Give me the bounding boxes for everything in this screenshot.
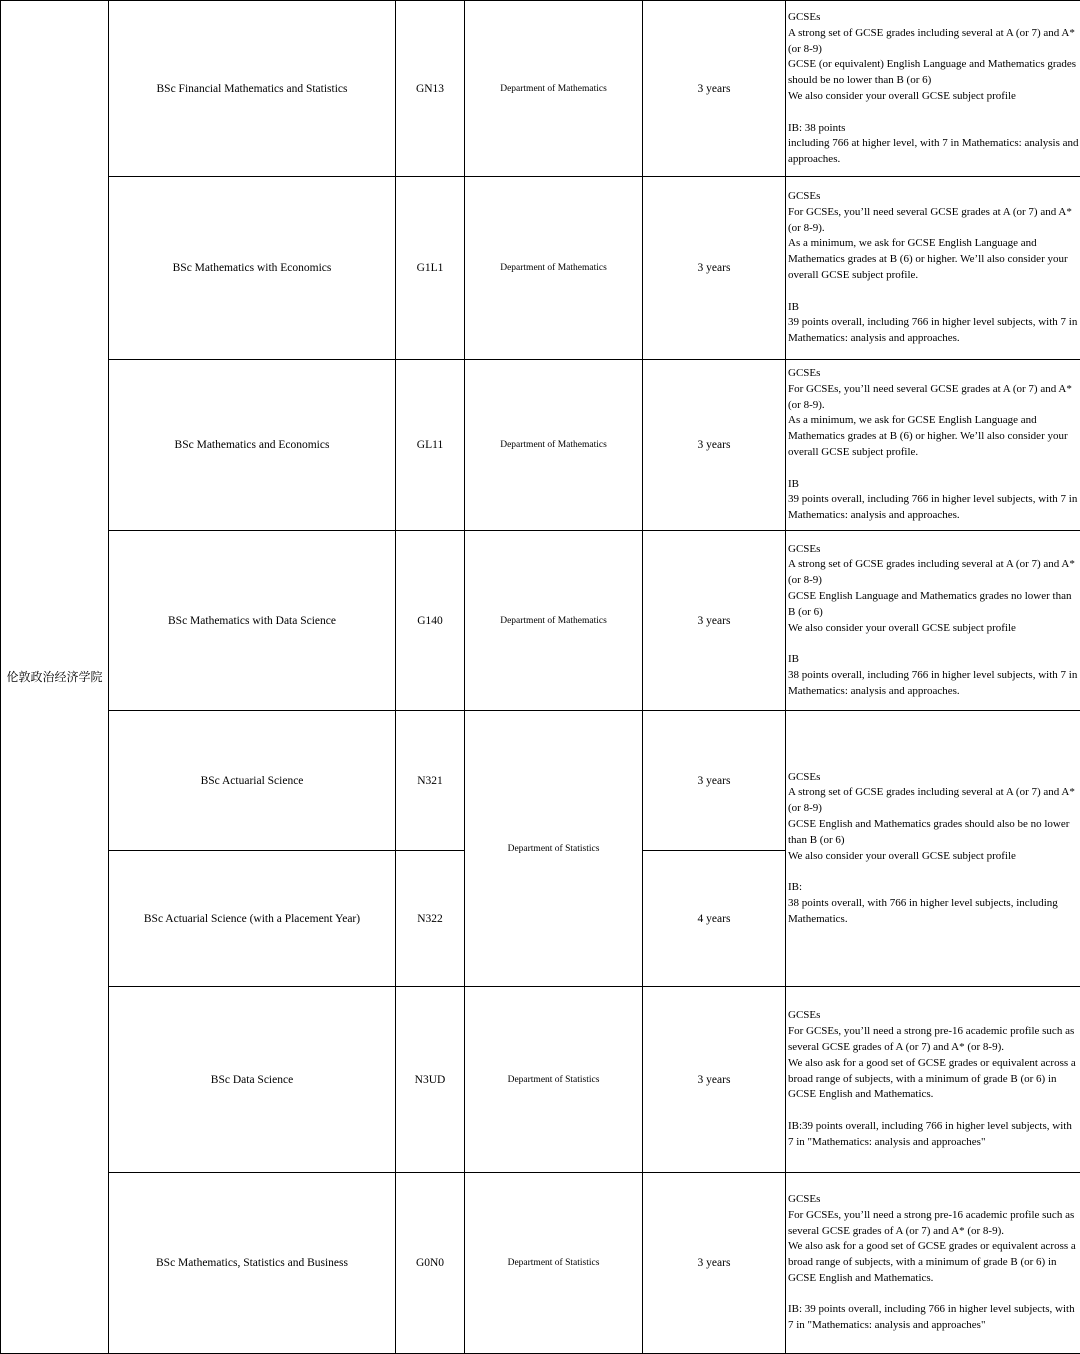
program-code: GN13 xyxy=(396,1,465,177)
table-row xyxy=(1,360,1080,531)
program-code: N3UD xyxy=(396,987,465,1173)
entry-requirements: GCSEs A strong set of GCSE grades including several at A (or 7) and A* (or 8-9) GCSE English Language and Mathematics grades no lower than B (or 6) We also consider your overall GCSE subject profile IB 38 points overall, including 766 in higher level subjects, with 7 in Mathematics: analysis and approaches. xyxy=(786,531,1080,711)
entry-requirements: GCSEs A strong set of GCSE grades including several at A (or 7) and A* (or 8-9) GCSE English and Mathematics grades should also be no lower than B (or 6) We also consider your overall GCSE subject profile IB: 38 points overall, with 766 in higher level subjects, including Mathematics. xyxy=(786,711,1080,987)
entry-requirements: GCSEs A strong set of GCSE grades including several at A (or 7) and A* (or 8-9) GCSE (or equivalent) English Language and Mathematics grades should be no lower than B (or 6) We also consider your overall GCSE subject profile IB: 38 points including 766 at higher level, with 7 in Mathematics: analysis and approaches. xyxy=(786,1,1080,177)
duration: 3 years xyxy=(643,987,786,1173)
program-name: BSc Actuarial Science xyxy=(109,711,396,851)
entry-requirements: GCSEs For GCSEs, you’ll need several GCSE grades at A (or 7) and A* (or 8-9). As a minimum, we ask for GCSE English Language and Mathematics grades at B (6) or higher. We’ll also consider your overall GCSE subject profile. IB 39 points overall, including 766 in higher level subjects, with 7 in Mathematics: analysis and approaches. xyxy=(786,177,1080,360)
program-name: BSc Financial Mathematics and Statistics xyxy=(109,1,396,177)
table-row xyxy=(1,711,1080,851)
department: Department of Mathematics xyxy=(465,531,643,711)
department: Department of Statistics xyxy=(465,1173,643,1354)
department: Department of Statistics xyxy=(465,987,643,1173)
table-row xyxy=(1,177,1080,360)
program-name: BSc Mathematics and Economics xyxy=(109,360,396,531)
duration: 3 years xyxy=(643,711,786,851)
school-name: 伦敦政治经济学院 xyxy=(1,1,109,1354)
table-row xyxy=(1,1,1080,177)
program-name: BSc Mathematics with Data Science xyxy=(109,531,396,711)
table-row xyxy=(1,531,1080,711)
program-code: N322 xyxy=(396,851,465,987)
program-code: G140 xyxy=(396,531,465,711)
entry-requirements: GCSEs For GCSEs, you’ll need a strong pre-16 academic profile such as several GCSE grades of A (or 7) and A* (or 8-9). We also ask for a good set of GCSE grades or equivalent across a broad range of subjects, with a minimum of grade B (or 6) in GCSE English and Mathematics. IB: 39 points overall, including 766 in higher level subjects, with 7 in "Mathematics: analysis and approaches" xyxy=(786,1173,1080,1354)
program-name: BSc Mathematics with Economics xyxy=(109,177,396,360)
program-code: G0N0 xyxy=(396,1173,465,1354)
program-code: N321 xyxy=(396,711,465,851)
table-row xyxy=(1,987,1080,1173)
duration: 3 years xyxy=(643,1173,786,1354)
department: Department of Mathematics xyxy=(465,177,643,360)
duration: 3 years xyxy=(643,360,786,531)
program-code: GL11 xyxy=(396,360,465,531)
duration: 3 years xyxy=(643,1,786,177)
duration: 3 years xyxy=(643,531,786,711)
department: Department of Statistics xyxy=(465,711,643,987)
duration: 3 years xyxy=(643,177,786,360)
program-name: BSc Data Science xyxy=(109,987,396,1173)
table-row xyxy=(1,1173,1080,1354)
department: Department of Mathematics xyxy=(465,1,643,177)
program-code: G1L1 xyxy=(396,177,465,360)
program-name: BSc Actuarial Science (with a Placement Year) xyxy=(109,851,396,987)
entry-requirements: GCSEs For GCSEs, you’ll need several GCSE grades at A (or 7) and A* (or 8-9). As a minimum, we ask for GCSE English Language and Mathematics grades at B (6) or higher. We’ll also consider your overall GCSE subject profile. IB 39 points overall, including 766 in higher level subjects, with 7 in Mathematics: analysis and approaches. xyxy=(786,360,1080,531)
department: Department of Mathematics xyxy=(465,360,643,531)
duration: 4 years xyxy=(643,851,786,987)
program-name: BSc Mathematics, Statistics and Business xyxy=(109,1173,396,1354)
entry-requirements: GCSEs For GCSEs, you’ll need a strong pre-16 academic profile such as several GCSE grades of A (or 7) and A* (or 8-9). We also ask for a good set of GCSE grades or equivalent across a broad range of subjects, with a minimum of grade B (or 6) in GCSE English and Mathematics. IB:39 points overall, including 766 in higher level subjects, with 7 in "Mathematics: analysis and approaches" xyxy=(786,987,1080,1173)
